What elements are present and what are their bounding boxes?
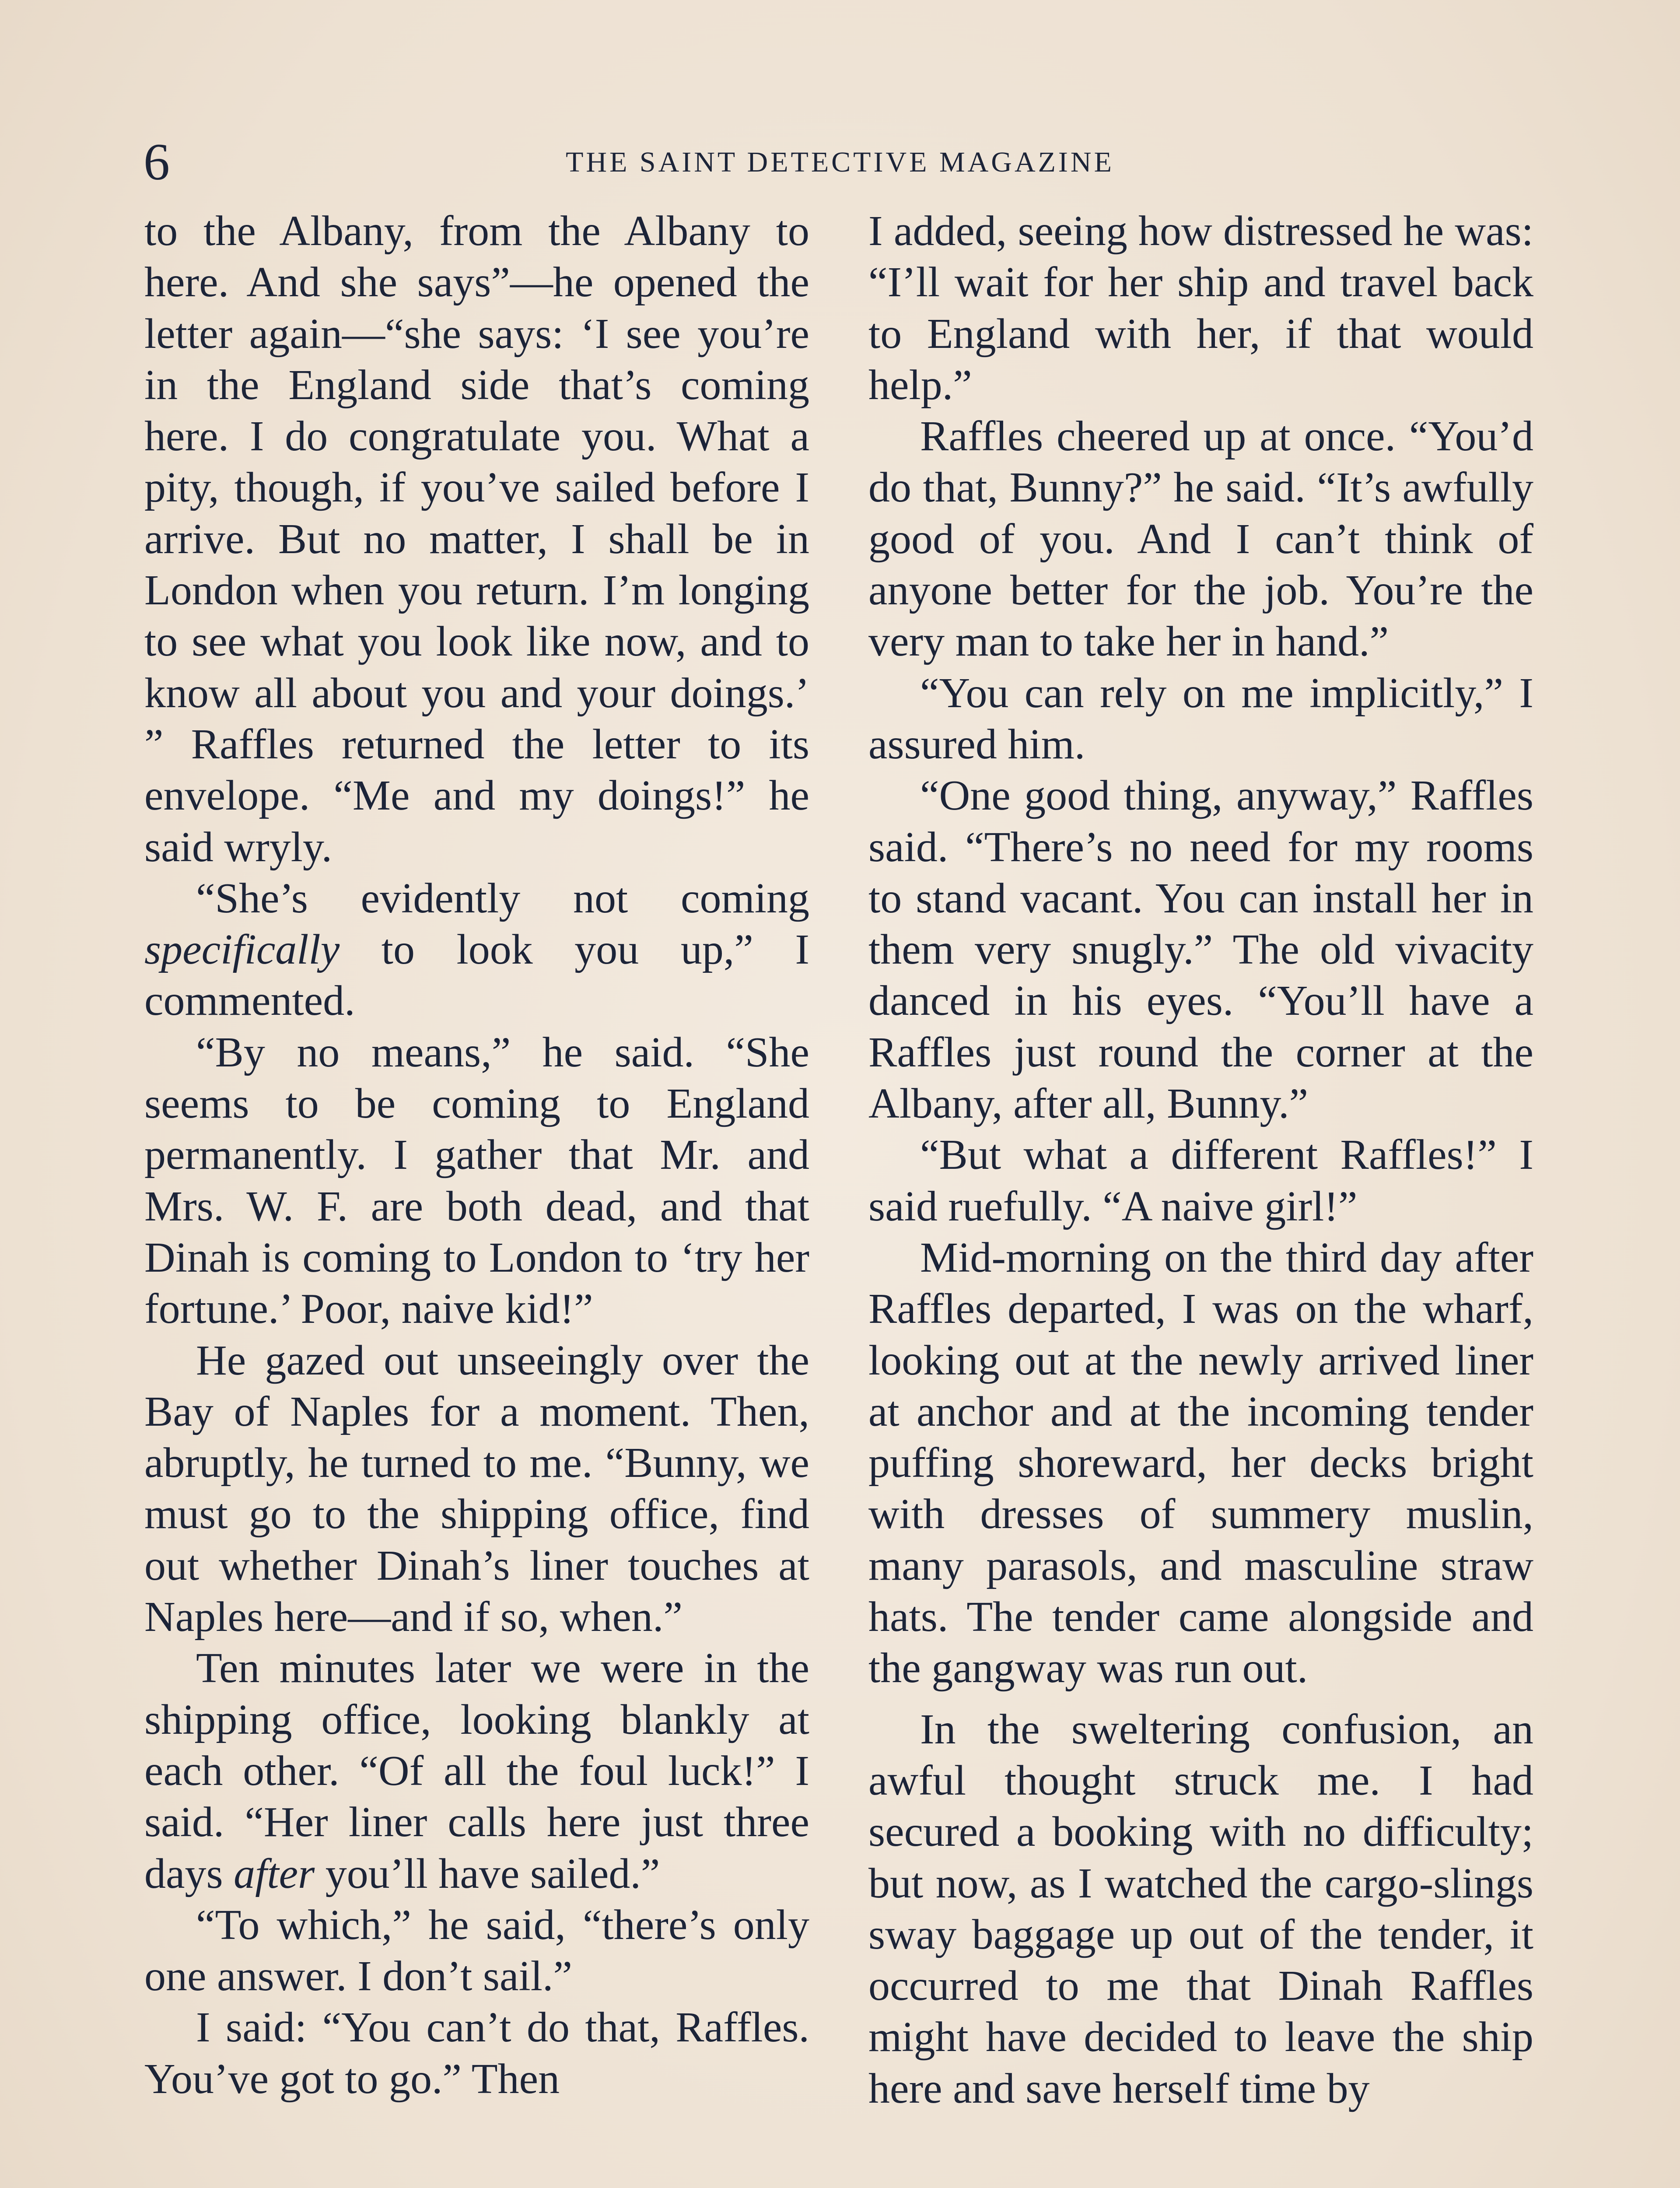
left-paragraph-4: He gazed out unseeingly over the Bay of Naples for a moment. Then, abruptly, he turned to me. “Bunny, we must go to the shipping office, find out whether Dinah’s liner touches at Naples here—and if so, when.”: [144, 1336, 809, 1641]
right-paragraph-3: “You can rely on me implicitly,” I assured him.: [868, 669, 1533, 768]
left-column: [144, 206, 809, 2105]
running-head: THE SAINT DETECTIVE MAGAZINE: [566, 146, 1114, 178]
left-paragraph-5-start: Ten minutes later we were in the shipping office, looking blankly at each other. “Of all the foul luck!” I said. “Her liner calls here just three days: [144, 1645, 809, 1897]
right-paragraph-5: “But what a different Raffles!” I said ruefully. “A naive girl!”: [868, 1131, 1533, 1230]
left-paragraph-2: [144, 873, 809, 1027]
left-paragraph-3: “By no means,” he said. “She seems to be coming to England permanently. I gather that Mr. and Mrs. W. F. are both dead, and that Dinah is coming to London to ‘try her fortune.’ Poor, naive kid!”: [144, 1028, 809, 1333]
left-paragraph-1: to the Albany, from the Albany to here. And she says”—he opened the letter again—“she says: ‘I see you’re in the England side that’s coming here. I do congratulate you. What a pity, though, if you’ve sailed before I arrive. But no matter, I shall be in London when you return. I’m longing to see what you look like now, and to know all about you and your doings.’ ” Raffles returned the letter to its envelope. “Me and my doings!” he said wryly.: [144, 207, 809, 871]
right-paragraph-6: Mid-morning on the third day after Raffles departed, I was on the wharf, looking out at the newly arrived liner at anchor and at the incoming tender puffing shoreward, her decks bright with dresses of summery muslin, many parasols, and masculine straw hats. The tender came alongside and the gangway was run out.: [868, 1234, 1533, 1692]
left-paragraph-6: “To which,” he said, “there’s only one answer. I don’t sail.”: [144, 1901, 809, 2000]
right-column: [868, 206, 1533, 2114]
right-paragraph-4: “One good thing, anyway,” Raffles said. “There’s no need for my rooms to stand vacant. You can install her in them very snugly.” The old vivacity danced in his eyes. “You’ll have a Raffles just round the corner at the Albany, after all, Bunny.”: [868, 772, 1533, 1128]
right-paragraph-7: In the sweltering confusion, an awful thought struck me. I had secured a booking with no difficulty; but now, as I watched the cargo-slings sway baggage up out of the tender, it occurred to me that Dinah Raffles might have decided to leave the ship here and save herself time by: [868, 1705, 1533, 2112]
left-paragraph-2-start: “She’s evidently not coming: [196, 874, 809, 922]
left-paragraph-5-end: you’ll have sailed.”: [315, 1850, 660, 1897]
left-paragraph-2-emphasis: specifically: [144, 926, 340, 974]
right-paragraph-2: Raffles cheered up at once. “You’d do that, Bunny?” he said. “It’s awfully good of you. And I can’t think of anyone better for the job. You’re the very man to take her in hand.”: [868, 413, 1533, 666]
left-paragraph-7: I said: “You can’t do that, Raffles. You’ve got to go.” Then: [144, 2004, 809, 2103]
left-paragraph-5: [144, 1643, 809, 1899]
left-paragraph-5-emphasis: after: [234, 1850, 315, 1897]
left-paragraph-2-end: to look you up,” I commented.: [144, 926, 809, 1025]
page-header: [144, 131, 1536, 193]
page-number: 6: [144, 133, 170, 191]
right-paragraph-1: I added, seeing how distressed he was: “I’ll wait for her ship and travel back to England with her, if that would help.”: [868, 207, 1533, 409]
